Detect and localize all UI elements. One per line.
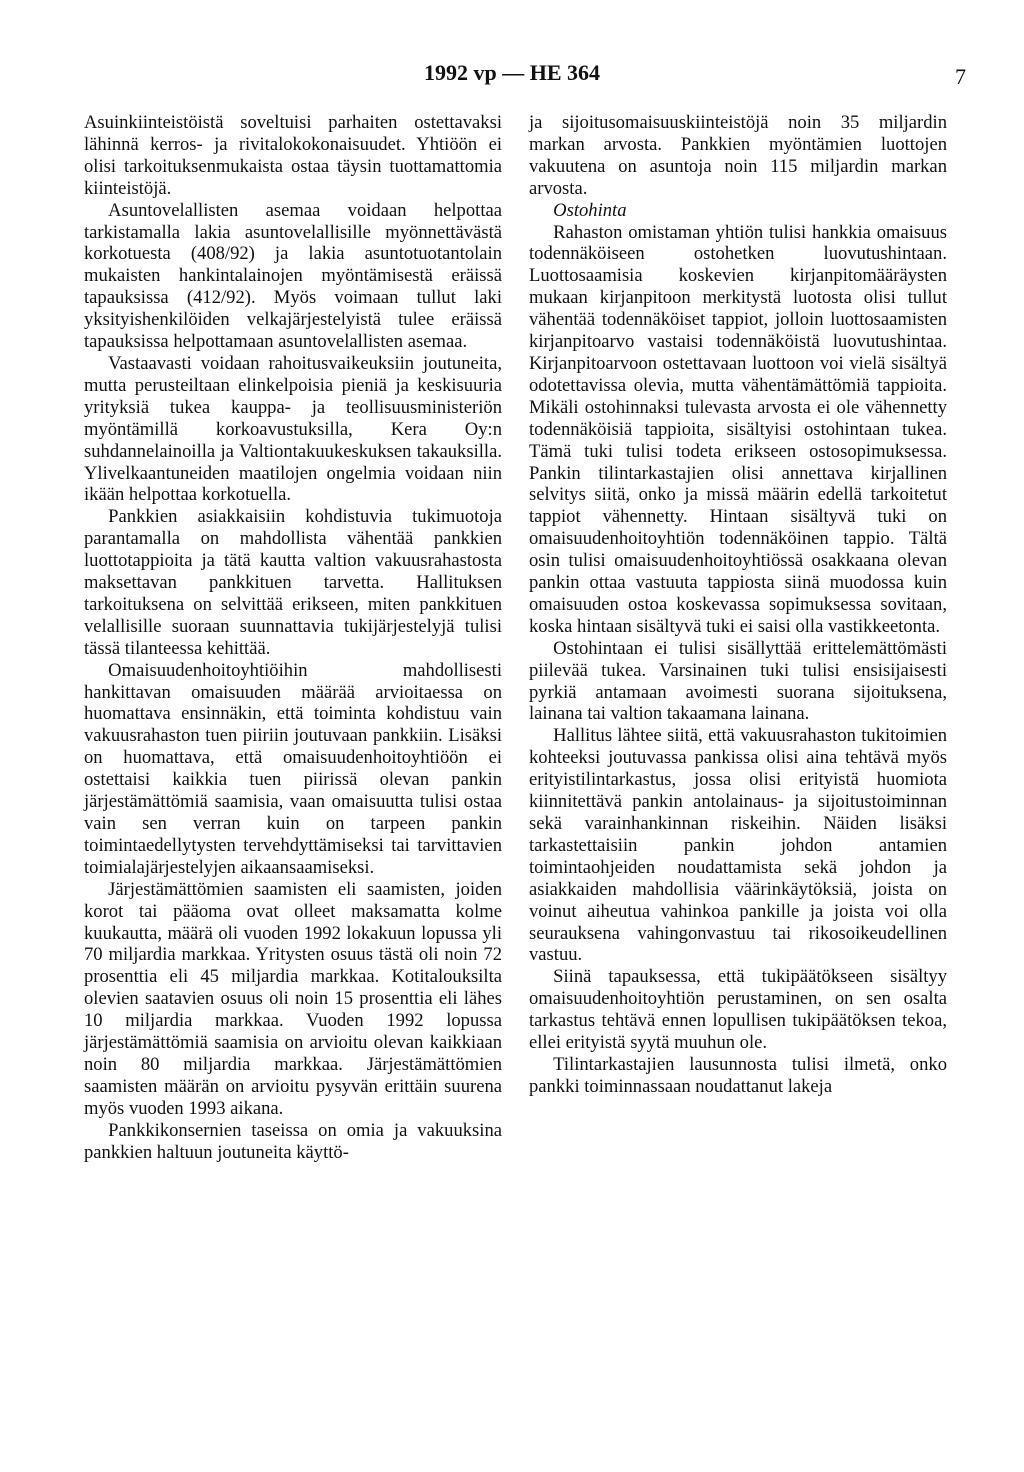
left-column (84, 112, 502, 1164)
paragraph: Tilintarkastajien lausunnosta tulisi ilmetä, onko pankki toiminnassaan noudattanut lakeja (529, 1053, 947, 1097)
page-header (0, 58, 1024, 88)
paragraph: Asuntovelallisten asemaa voidaan helpottaa tarkistamalla lakia asuntovelallisille myönnettävästä korkotuesta (408/92) ja lakia asuntotuotantolain mukaisten hankintalainojen myöntämisestä eräissä tapauksissa (412/92). Myös voimaan tullut laki yksityishenkilöiden velkajärjestelyistä tulee eräissä tapauksissa helpottamaan asuntovelallisten asemaa. (84, 199, 502, 353)
paragraph: Rahaston omistaman yhtiön tulisi hankkia omaisuus todennäköiseen ostohetken luovutushintaan. Luottosaamisia koskevien kirjanpitomääräysten mukaan kirjanpitoon merkitystä luotosta olisi tullut vähentää todennäköiset tappiot, jolloin luottosaamisten kirjanpitoarvo vastaisi todennäköistä luovutushintaa. Kirjanpitoarvoon ostettavaan luottoon voi vielä sisältyä odotettavissa olevia, mutta vähentämättömiä tappioita. Mikäli ostohinnaksi tulevasta arvosta ei ole vähennetty todennäköisiä tappioita, sisältyisi ostohintaan tukea. Tämä tuki tulisi todeta erikseen ostosopimuksessa. Pankin tilintarkastajien olisi annettava kirjallinen selvitys siitä, onko ja missä määrin edellä tarkoitetut tappiot vähennetty. Hintaan sisältyvä tuki on omaisuudenhoitoyhtiön todennäköinen tappio. Tältä osin tulisi omaisuudenhoitoyhtiössä osakkaana olevan pankin ottaa vastuuta tappiosta siinä muodossa kuin omaisuuden ostoa koskevassa sopimuksessa sovitaan, koska hintaan sisältyvä tuki ei saisi olla vastikkeetonta. (529, 221, 947, 637)
paragraph: Siinä tapauksessa, että tukipäätökseen sisältyy omaisuudenhoitoyhtiön perustaminen, on sen osalta tarkastus tehtävä ennen lopullisen tukipäätöksen tekoa, ellei erityistä syytä muuhun ole. (529, 966, 947, 1054)
paragraph-continuation: ja sijoitusomaisuuskiinteistöjä noin 35 miljardin markan arvosta. Pankkien myöntämien luottojen vakuutena on asuntoja noin 115 miljardin markan arvosta. (529, 112, 947, 199)
paragraph: Ostohintaan ei tulisi sisällyttää erittelemättömästi piilevää tukea. Varsinainen tuki tulisi ensisijaisesti pyrkiä antamaan avoimesti suorana sijoituksena, lainana tai valtion takaamana lainana. (529, 637, 947, 725)
paragraph: Omaisuudenhoitoyhtiöihin mahdollisesti hankittavan omaisuuden määrää arvioitaessa on huomattava ensinnäkin, että toiminta kohdistuu vain vakuusrahaston tuen piiriin joutuvaan pankkiin. Lisäksi on huomattava, että omaisuudenhoitoyhtiöön ei ostettaisi kaikkia tuen piirissä olevan pankin järjestämättömiä saamisia, vaan omaisuutta tulisi ostaa vain sen verran kuin on tarpeen pankin toimintaedellytysten tervehdyttämiseksi tai tarvittavien toimialajärjestelyjen aikaansaamiseksi. (84, 659, 502, 878)
running-head: 1992 vp — HE 364 (423, 60, 601, 85)
page-number: 7 (955, 64, 966, 89)
paragraph: Vastaavasti voidaan rahoitusvaikeuksiin joutuneita, mutta perusteiltaan elinkelpoisia pieniä ja keskisuuria yrityksiä tukea kauppa- ja teollisuusministeriön myöntämillä korkoavustuksilla, Kera Oy:n suhdannelainoilla ja Valtiontakuukeskuksen takauksilla. Ylivelkaantuneiden maatilojen ongelmia voidaan niin ikään helpottaa korkotuella. (84, 352, 502, 506)
paragraph: Pankkikonsernien taseissa on omia ja vakuuksina pankkien haltuun joutuneita käyttö- (84, 1119, 502, 1163)
section-heading: Ostohinta (553, 199, 627, 221)
paragraph: Hallitus lähtee siitä, että vakuusrahaston tukitoimien kohteeksi joutuvassa pankissa olisi aina tehtävä myös erityistilintarkastus, jossa olisi erityistä huomiota kiinnitettävä pankin antolainaus- ja sijoitustoiminnan sekä varainhankinnan riskeihin. Näiden lisäksi tarkastettaisiin pankin johdon antamien toimintaohjeiden noudattamista sekä johdon ja asiakkaiden mahdollisia väärinkäytöksiä, joista on voinut aiheutua vahinkoa pankille ja joista voi olla seurauksena vahingonvastuu tai rikosoikeudellinen vastuu. (529, 725, 947, 966)
paragraph: Asuinkiinteistöistä soveltuisi parhaiten ostettavaksi lähinnä kerros- ja rivitalokokonaisuudet. Yhtiöön ei olisi tarkoituksenmukaista ostaa täysin tuottamattomia kiinteistöjä. (84, 112, 502, 199)
paragraph: Järjestämättömien saamisten eli saamisten, joiden korot tai pääoma ovat olleet maksamatta kolme kuukautta, määrä oli vuoden 1992 lokakuun lopussa yli 70 miljardia markkaa. Yritysten osuus tästä oli noin 72 prosenttia eli 45 miljardia markkaa. Kotitalouksilta olevien saatavien osuus oli noin 15 prosenttia eli lähes 10 miljardia markkaa. Vuoden 1992 lopussa järjestämättömiä saamisia on arvioitu olevan kaikkiaan noin 80 miljardia markkaa. Järjestämättömien saamisten määrän on arvioitu pysyvän erittäin suurena myös vuoden 1993 aikana. (84, 878, 502, 1119)
paragraph: Pankkien asiakkaisiin kohdistuvia tukimuotoja parantamalla on mahdollista vähentää pankkien luottotappioita ja tätä kautta valtion vakuusrahastosta maksettavan pankkituen tarvetta. Hallituksen tarkoituksena on selvittää erikseen, miten pankkituen velallisille suoraan suunnattavia tukijärjestelyjä tulisi tässä tilanteessa kehittää. (84, 506, 502, 659)
right-column (529, 112, 947, 1098)
